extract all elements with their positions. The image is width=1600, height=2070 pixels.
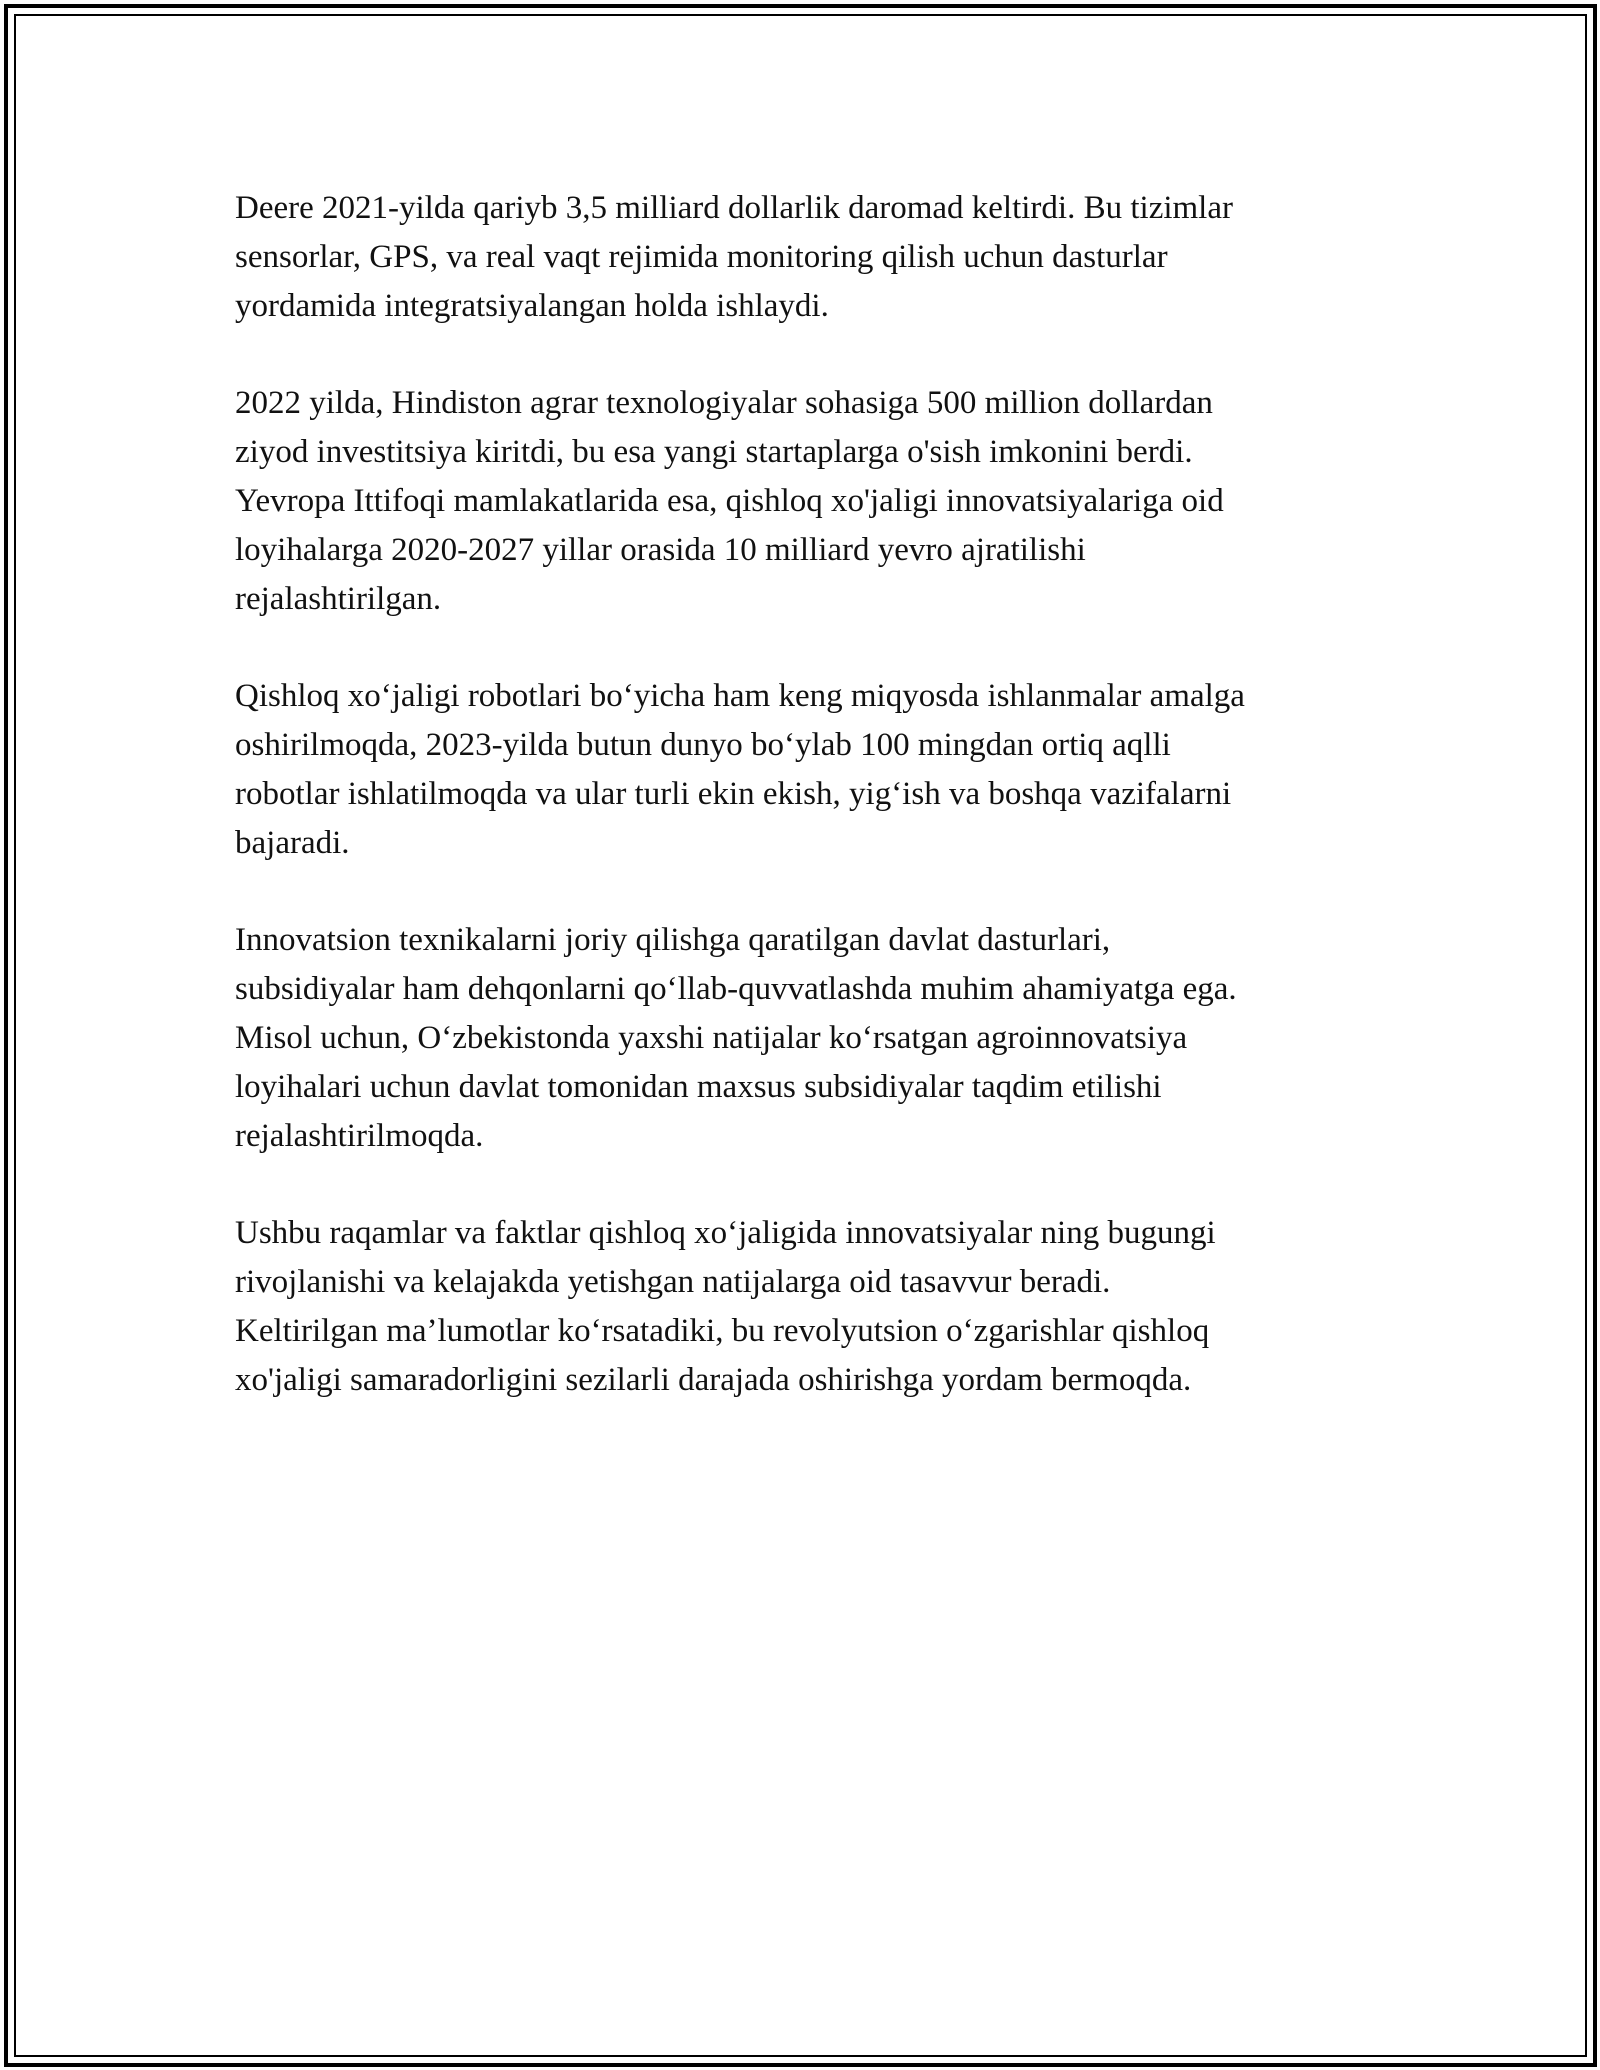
paragraph-agri-robots: Qishloq xo‘jaligi robotlari bo‘yicha ham keng miqyosda ishlanmalar amalga oshirilmoqda, 2023-yilda butun dunyo bo‘ylab 100 mingdan ortiq aqlli robotlar ishlatilmoqda va ular turli ekin ekish, yig‘ish va boshqa vazifalarni bajaradi. (235, 678, 1245, 861)
paragraph-conclusion: Ushbu raqamlar va faktlar qishloq xo‘jaligida innovatsiyalar ning bugungi rivojlanishi va kelajakda yetishgan natijalarga oid tasavvur beradi. Keltirilgan ma’lumotlar ko‘rsatadiki, bu revolyutsion o‘zgarishlar qishloq xo'jaligi samaradorligini sezilarli darajada oshirishga yordam bermoqda. (235, 1215, 1216, 1398)
paragraph-india-eu-investment: 2022 yilda, Hindiston agrar texnologiyalar sohasiga 500 million dollardan ziyod investitsiya kiritdi, bu esa yangi startaplarga o'sish imkonini berdi. Yevropa Ittifoqi mamlakatlarida esa, qishloq xo'jaligi innovatsiyalariga oid loyihalarga 2020-2027 yillar orasida 10 milliard yevro ajratilishi rejalashtirilgan. (235, 385, 1224, 617)
paragraph-state-programs: Innovatsion texnikalarni joriy qilishga qaratilgan davlat dasturlari, subsidiyalar ham dehqonlarni qo‘llab-quvvatlashda muhim ahamiyatga ega. Misol uchun, O‘zbekistonda yaxshi natijalar ko‘rsatgan agroinnovatsiya loyihalari uchun davlat tomonidan maxsus subsidiyalar taqdim etilishi rejalashtirilmoqda. (235, 922, 1237, 1154)
paragraph-deere-revenue: Deere 2021-yilda qariyb 3,5 milliard dollarlik daromad keltirdi. Bu tizimlar sensorlar, GPS, va real vaqt rejimida monitoring qilish uchun dasturlar yordamida integratsiyalangan holda ishlaydi. (235, 190, 1233, 324)
document-body (235, 184, 1375, 1453)
